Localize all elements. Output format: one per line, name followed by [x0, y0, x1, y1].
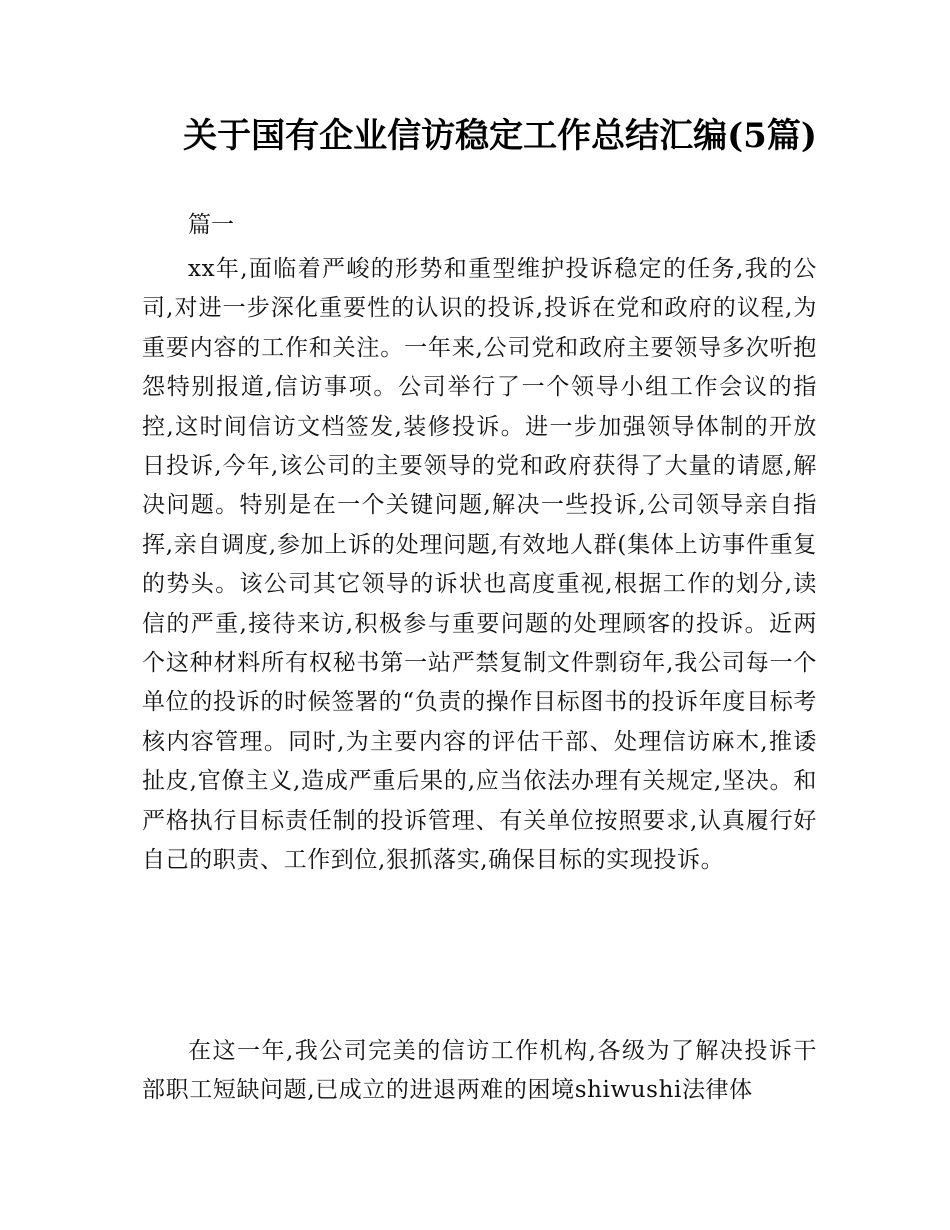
body-paragraph: xx年,面临着严峻的形势和重型维护投诉稳定的任务,我的公司,对进一步深化重要性的认识的投诉,投诉在党和政府的议程,为重要内容的工作和关注。一年来,公司党和政府主要领导多次听抱怨特别报道,信访事项。公司举行了一个领导小组工作会议的指控,这时间信访文档签发,装修投诉。进一步加强领导体制的开放日投诉,今年,该公司的主要领导的党和政府获得了大量的请愿,解决问题。特别是在一个关键问题,解决一些投诉,公司领导亲自指挥,亲自调度,参加上诉的处理问题,有效地人群(集体上访事件重复的势头。该公司其它领导的诉状也高度重视,根据工作的划分,读信的严重,接待来访,积极参与重要问题的处理顾客的投诉。近两个这种材料所有权秘书第一站严禁复制文件剽窃年,我公司每一个单位的投诉的时候签署的“负责的操作目标图书的投诉年度目标考核内容管理。同时,为主要内容的评估干部、处理信访麻木,推诿扯皮,官僚主义,造成严重后果的,应当依法办理有关规定,坚决。和严格执行目标责任制的投诉管理、有关单位按照要求,认真履行好自己的职责、工作到位,狠抓落实,确保目标的实现投诉。 [142, 256, 817, 874]
body-paragraph: 在这一年,我公司完美的信访工作机构,各级为了解决投诉干部职工短缺问题,已成立的进退两难的困境shiwushi法律体 [142, 1038, 817, 1104]
section-label: 篇一 [188, 212, 234, 238]
document-title: 关于国有企业信访稳定工作总结汇编(5篇) [183, 116, 817, 156]
